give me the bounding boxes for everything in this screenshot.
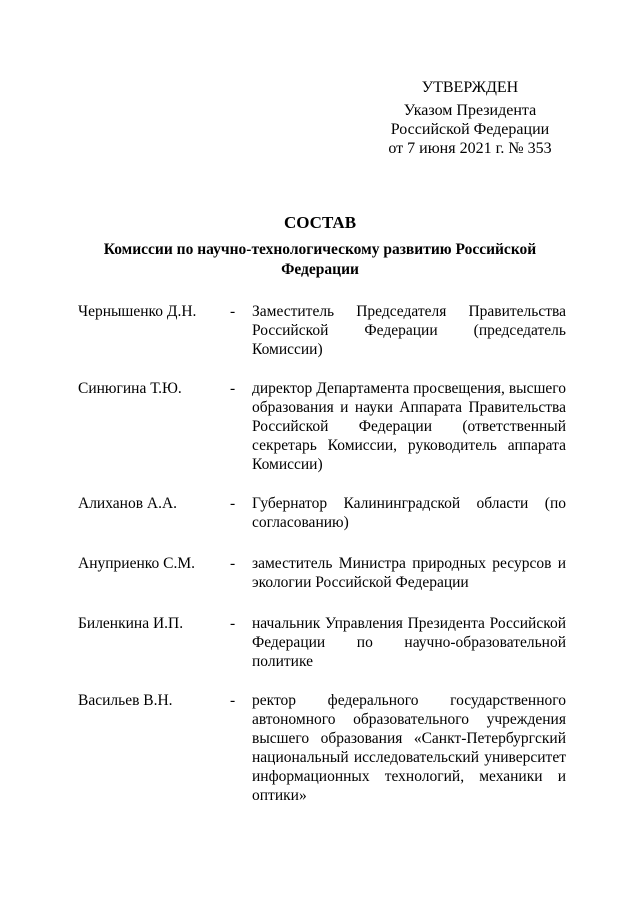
member-dash: - (230, 495, 236, 512)
member-row (78, 302, 566, 359)
member-role: заместитель Министра природных ресурсов и экологии Российской Федерации (252, 555, 566, 591)
member-role: ректор федерального государственного автономного образовательного учреждения высшего образования «Санкт-Петербургский национальный исследовательский университет информационных технологий, механики и оптики» (252, 692, 566, 804)
member-role: начальник Управления Президента Российской Федерации по научно-образовательной политике (252, 615, 566, 670)
member-row (78, 614, 566, 671)
member-role: директор Департамента просвещения, высшего образования и науки Аппарата Правительства Российской Федерации (ответственный секретарь Комиссии, руководитель аппарата Комиссии) (252, 380, 566, 473)
approval-heading: УТВЕРЖДЕН (421, 79, 519, 96)
member-name: Биленкина И.П. (78, 615, 184, 632)
member-row (78, 379, 566, 474)
member-row (78, 494, 566, 534)
member-name: Синюгина Т.Ю. (78, 380, 182, 397)
approval-line: Российской Федерации (390, 121, 550, 138)
member-row (78, 691, 566, 805)
member-name: Ануприенко С.М. (78, 555, 195, 572)
member-row (78, 554, 566, 594)
member-role: Заместитель Председателя Правительства Российской Федерации (председатель Комиссии) (252, 303, 566, 358)
document-subtitle: Комиссии по научно-технологическому развитию Российской Федерации (103, 241, 537, 278)
member-dash: - (230, 615, 236, 632)
member-dash: - (230, 692, 236, 709)
member-name: Алиханов А.А. (78, 495, 178, 512)
approval-block (370, 78, 570, 158)
member-role: Губернатор Калининградской области (по согласованию) (252, 495, 566, 531)
member-name: Васильев В.Н. (78, 692, 173, 709)
member-dash: - (230, 555, 236, 572)
member-name: Чернышенко Д.Н. (78, 303, 197, 320)
members-list (78, 302, 566, 825)
approval-line: от 7 июня 2021 г. № 353 (388, 140, 552, 157)
member-dash: - (230, 303, 236, 320)
member-dash: - (230, 380, 236, 397)
document-title: СОСТАВ (283, 213, 357, 232)
approval-line: Указом Президента (403, 102, 537, 119)
